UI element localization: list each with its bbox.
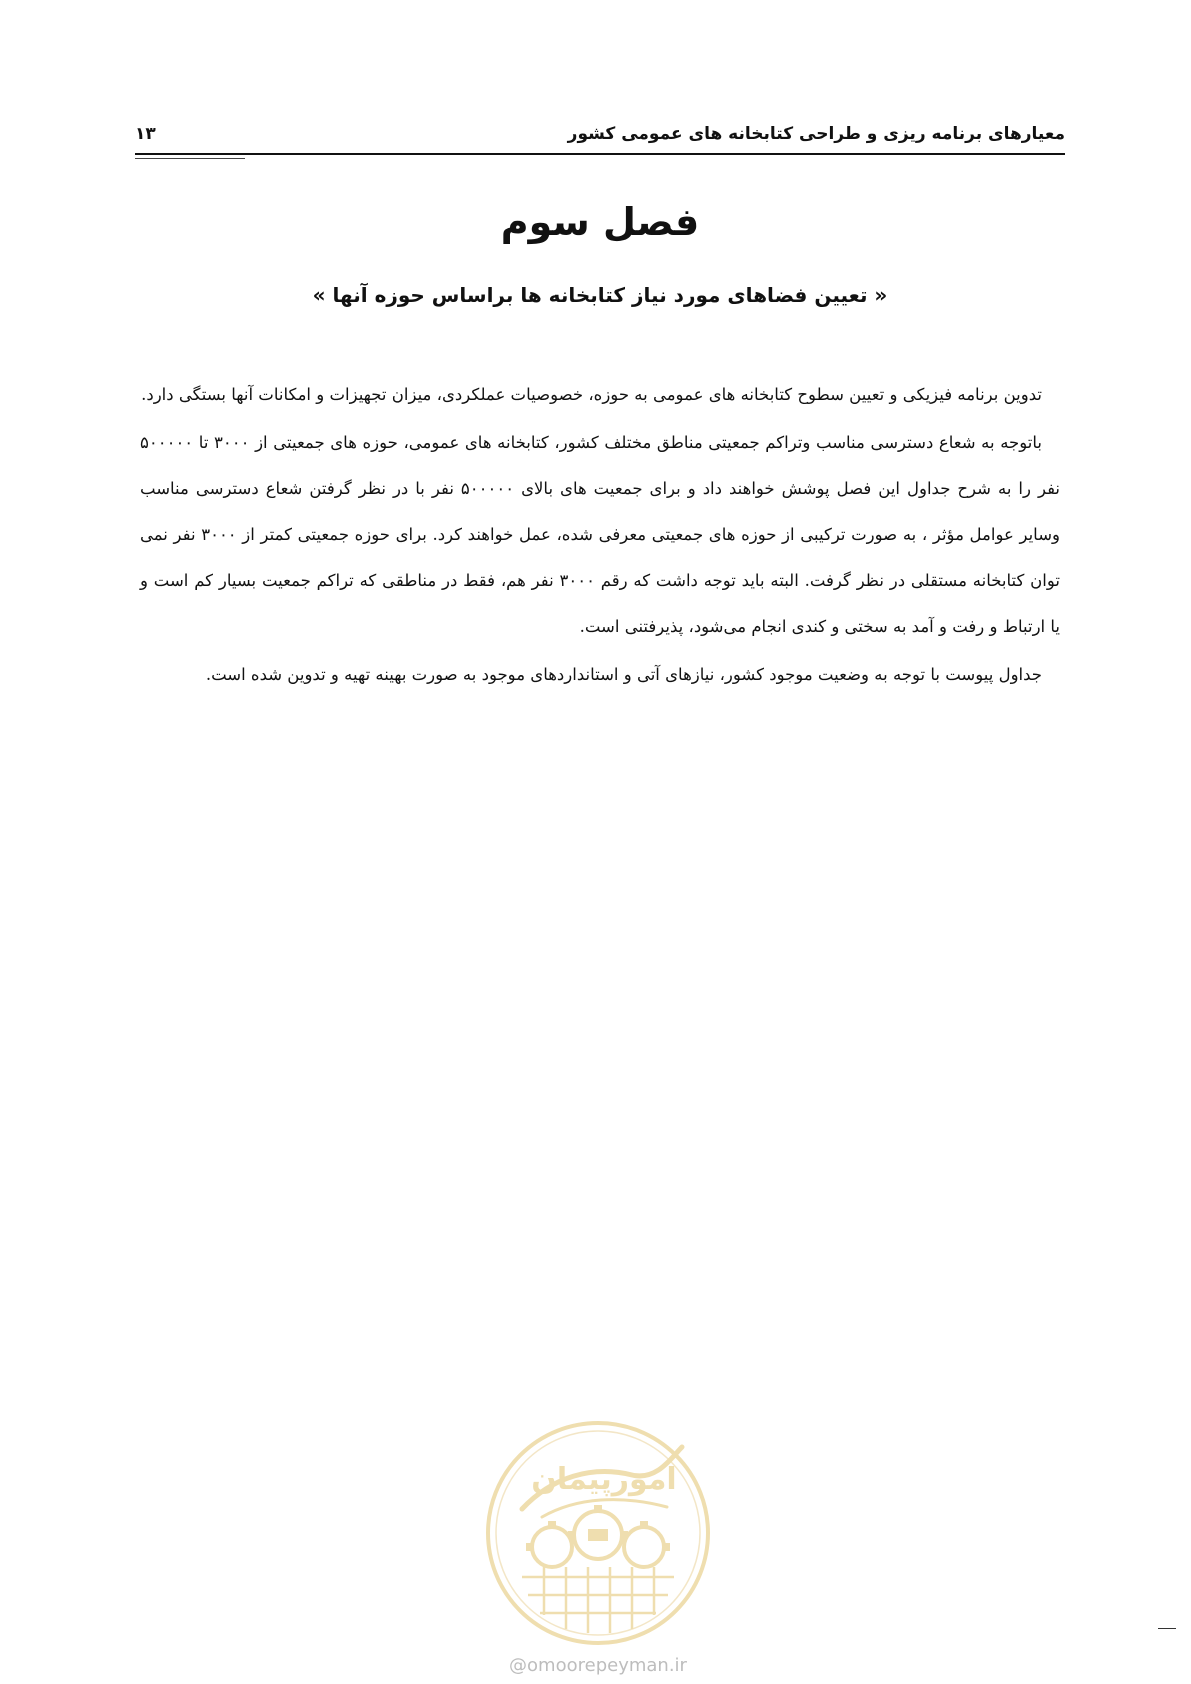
omoorepeyman-seal-icon (482, 1417, 714, 1649)
paragraph: جداول پیوست با توجه به وضعیت موجود کشور، نیازهای آتی و استانداردهای موجود به صورت بهینه تهیه و تدوین شده است. (205, 665, 1042, 684)
paragraph: تدوین برنامه فیزیکی و تعیین سطوح کتابخانه های عمومی به حوزه، خصوصیات عملکردی، میزان تجهیزات و امکانات آنها بستگی دارد. (141, 385, 1042, 404)
page-header (135, 118, 1065, 158)
header-divider-accent (135, 158, 245, 159)
chapter-subtitle: « تعیین فضاهای مورد نیاز کتابخانه ها براساس حوزه آنها » (312, 283, 888, 307)
watermark-logo-text: امورپیمان (531, 1462, 677, 1497)
margin-mark (1158, 1628, 1176, 1629)
body-text (140, 372, 1060, 700)
paragraph: باتوجه به شعاع دسترسی مناسب وتراکم جمعیتی مناطق مختلف کشور، کتابخانه های عمومی، حوزه های جمعیتی از ۳۰۰۰ تا ۵۰۰۰۰۰ نفر را به شرح جداول این فصل پوشش خواهند داد و برای جمعیت های بالای ۵۰۰۰۰۰ نفر با در نظر گرفتن شعاع دسترسی مناسب وسایر عوامل مؤثر ، به صورت ترکیبی از حوزه های جمعیتی معرفی شده، عمل خواهند کرد. برای حوزه جمعیتی کمتر از ۳۰۰۰ نفر نمی توان کتابخانه مستقلی در نظر گرفت. البته باید توجه داشت که رقم ۳۰۰۰ نفر هم، فقط در مناطقی که تراکم جمعیت بسیار کم است و یا ارتباط و رفت و آمد به سختی و کندی انجام می‌شود، پذیرفتنی است. (140, 433, 1061, 636)
running-title: معیارهای برنامه ریزی و طراحی کتابخانه های عمومی کشور (567, 124, 1065, 144)
chapter-title: فصل سوم (500, 200, 700, 244)
page-number: ۱۳ (135, 124, 156, 144)
header-divider (135, 153, 1065, 155)
watermark-url: @omoorepeyman.ir (509, 1655, 687, 1676)
